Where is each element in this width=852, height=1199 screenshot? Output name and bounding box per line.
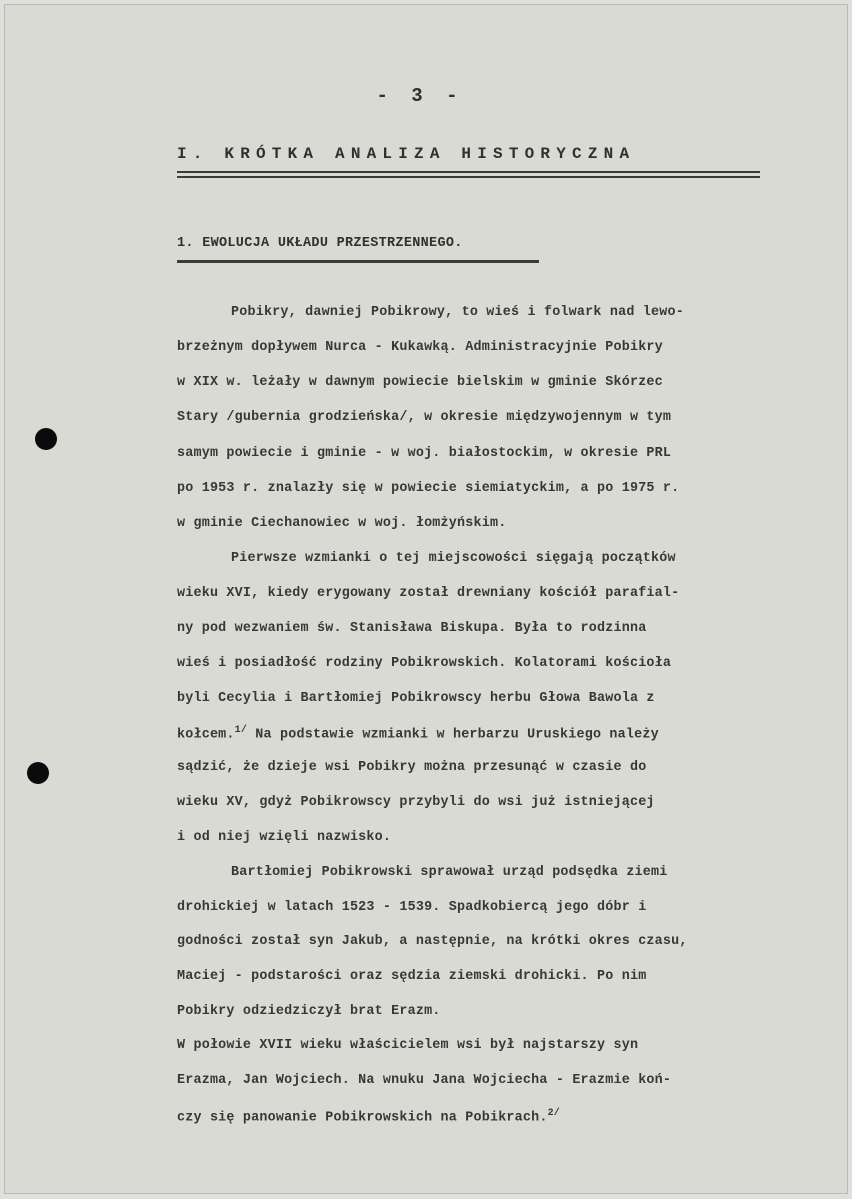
page-title: I. KRÓTKA ANALIZA HISTORYCZNA (177, 145, 636, 163)
text-line: W połowie XVII wieku właścicielem wsi był najstarszy syn (177, 1038, 639, 1053)
section-heading: 1. EWOLUCJA UKŁADU PRZESTRZENNEGO. (177, 236, 463, 251)
text-line: wieś i posiadłość rodziny Pobikrowskich. Kolatorami kościoła (177, 656, 672, 671)
text-line: ny pod wezwaniem św. Stanisława Biskupa. Była to rodzinna (177, 621, 647, 636)
text-line: sądzić, że dzieje wsi Pobikry można przesunąć w czasie do (177, 760, 647, 775)
text-line: Maciej - podstarości oraz sędzia ziemski drohicki. Po nim (177, 969, 647, 984)
text-line: w XIX w. leżały w dawnym powiecie bielskim w gminie Skórzec (177, 375, 663, 390)
document-page (4, 4, 848, 1194)
page-number: - 3 - (376, 85, 464, 107)
text-line: wieku XV, gdyż Pobikrowscy przybyli do wsi już istniejącej (177, 795, 655, 810)
text-line: brzeżnym dopływem Nurca - Kukawką. Administracyjnie Pobikry (177, 340, 663, 355)
text-line: byli Cecylia i Bartłomiej Pobikrowscy herbu Głowa Bawola z (177, 691, 655, 706)
title-underline (177, 171, 760, 178)
text-line: godności został syn Jakub, a następnie, na krótki okres czasu, (177, 934, 688, 949)
text-line: Pobikry, dawniej Pobikrowy, to wieś i folwark nad lewo- (231, 305, 684, 320)
section-underline (177, 260, 539, 263)
text-line: wieku XVI, kiedy erygowany został drewniany kościół parafial- (177, 586, 680, 601)
text-line (177, 725, 827, 742)
text-line: i od niej wzięli nazwisko. (177, 830, 392, 845)
text-line: Pierwsze wzmianki o tej miejscowości sięgają początków (231, 551, 676, 566)
text-line: po 1953 r. znalazły się w powiecie siemiatyckim, a po 1975 r. (177, 481, 680, 496)
text-line: samym powiecie i gminie - w woj. białostockim, w okresie PRL (177, 446, 672, 461)
text-fragment: czy się panowanie Pobikrowskich na Pobikrach. (177, 1110, 548, 1126)
text-line (177, 1108, 827, 1125)
text-fragment: kołcem. (177, 727, 235, 743)
footnote-ref: 1/ (234, 725, 248, 736)
text-fragment: Na podstawie wzmianki w herbarzu Uruskiego należy (247, 727, 659, 743)
punch-hole (27, 762, 49, 784)
text-line: Pobikry odziedziczył brat Erazm. (177, 1004, 441, 1019)
footnote-ref: 2/ (547, 1108, 561, 1119)
text-line: Erazma, Jan Wojciech. Na wnuku Jana Wojciecha - Erazmie koń- (177, 1073, 672, 1088)
text-line: Stary /gubernia grodzieńska/, w okresie międzywojennym w tym (177, 410, 672, 425)
text-line: Bartłomiej Pobikrowski sprawował urząd podsędka ziemi (231, 865, 668, 880)
text-line: w gminie Ciechanowiec w woj. łomżyńskim. (177, 516, 507, 531)
text-line: drohickiej w latach 1523 - 1539. Spadkobiercą jego dóbr i (177, 900, 647, 915)
punch-hole (35, 428, 57, 450)
